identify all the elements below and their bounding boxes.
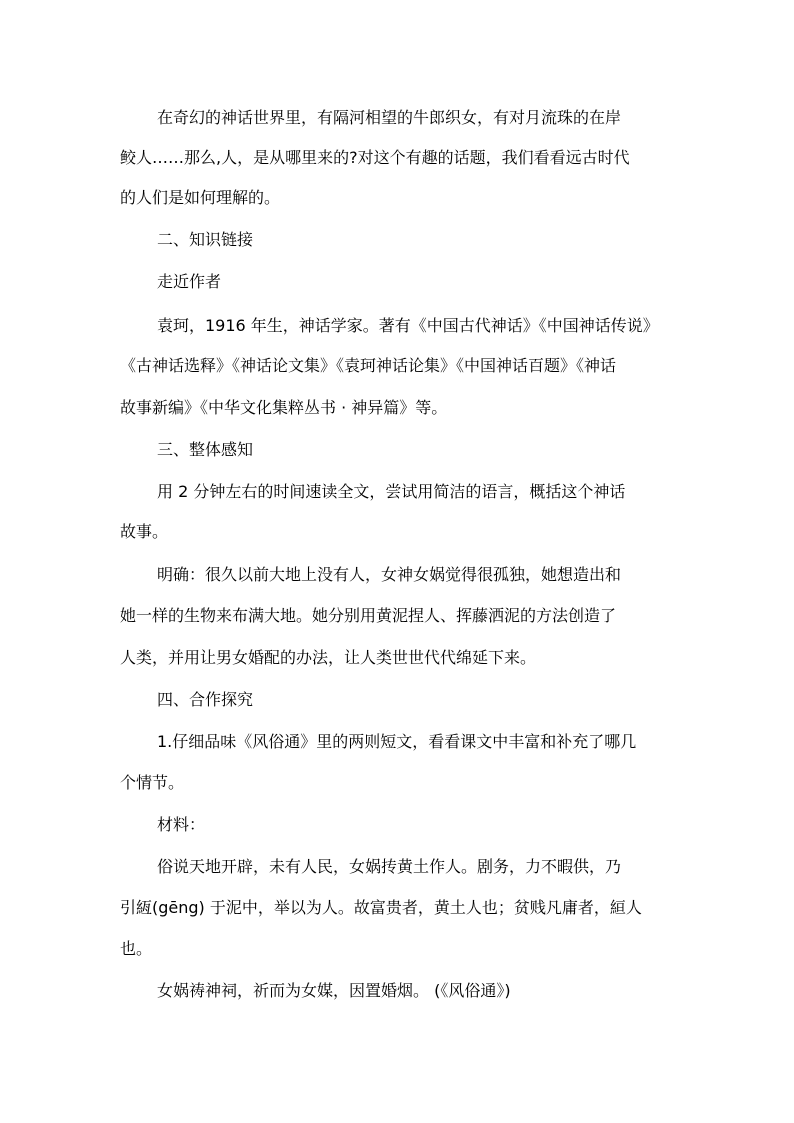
paragraph-task-line-1: 用 2 分钟左右的时间速读全文，尝试用简洁的语言，概括这个神话	[157, 482, 626, 501]
paragraph-quote-line-4: 女娲祷神祠，祈而为女媒，因置婚烟。 (《风俗通》)	[157, 981, 511, 1000]
paragraph-quote-line-2: 引絚(gēng) 于泥中，举以为人。故富贵者，黄土人也；贫贱凡庸者，絙人	[120, 898, 642, 917]
subheading-author: 走近作者	[157, 272, 222, 291]
paragraph-quote-line-3: 也。	[120, 939, 153, 958]
paragraph-intro-line-3: 的人们是如何理解的。	[120, 188, 281, 207]
paragraph-intro-line-1: 在奇幻的神话世界里，有隔河相望的牛郎织女，有对月流珠的在岸	[157, 108, 622, 127]
paragraph-author-line-1: 袁珂，1916 年生，神话学家。著有《中国古代神话》《中国神话传说》	[157, 316, 659, 335]
paragraph-answer-line-1: 明确：很久以前大地上没有人，女神女娲觉得很孤独，她想造出和	[157, 565, 622, 584]
paragraph-answer-line-2: 她一样的生物来布满大地。她分别用黄泥捏人、挥藤洒泥的方法创造了	[120, 606, 617, 625]
paragraph-task-line-2: 故事。	[120, 522, 169, 541]
section-heading-knowledge-link: 二、知识链接	[157, 230, 254, 249]
paragraph-question-line-2: 个情节。	[120, 773, 185, 792]
paragraph-answer-line-3: 人类，并用让男女婚配的办法，让人类世世代代绵延下来。	[120, 648, 537, 667]
section-heading-cooperative-inquiry: 四、合作探究	[157, 690, 254, 709]
section-heading-overall-perception: 三、整体感知	[157, 440, 254, 459]
paragraph-author-line-2: 《古神话选释》《神话论文集》《袁珂神话论集》《中国神话百题》《神话	[120, 356, 617, 375]
paragraph-author-line-3: 故事新编》《中华文化集粹丛书 · 神异篇》等。	[120, 398, 448, 417]
paragraph-intro-line-2: 鲛人……那么,人，是从哪里来的?对这个有趣的话题，我们看看远古时代	[120, 148, 630, 167]
paragraph-question-line-1: 1.仔细品味《风俗通》里的两则短文，看看课文中丰富和补充了哪几	[157, 732, 637, 751]
subheading-material: 材料：	[157, 815, 206, 834]
paragraph-quote-line-1: 俗说天地开辟，未有人民，女娲抟黄土作人。剧务，力不暇供，乃	[157, 857, 622, 876]
